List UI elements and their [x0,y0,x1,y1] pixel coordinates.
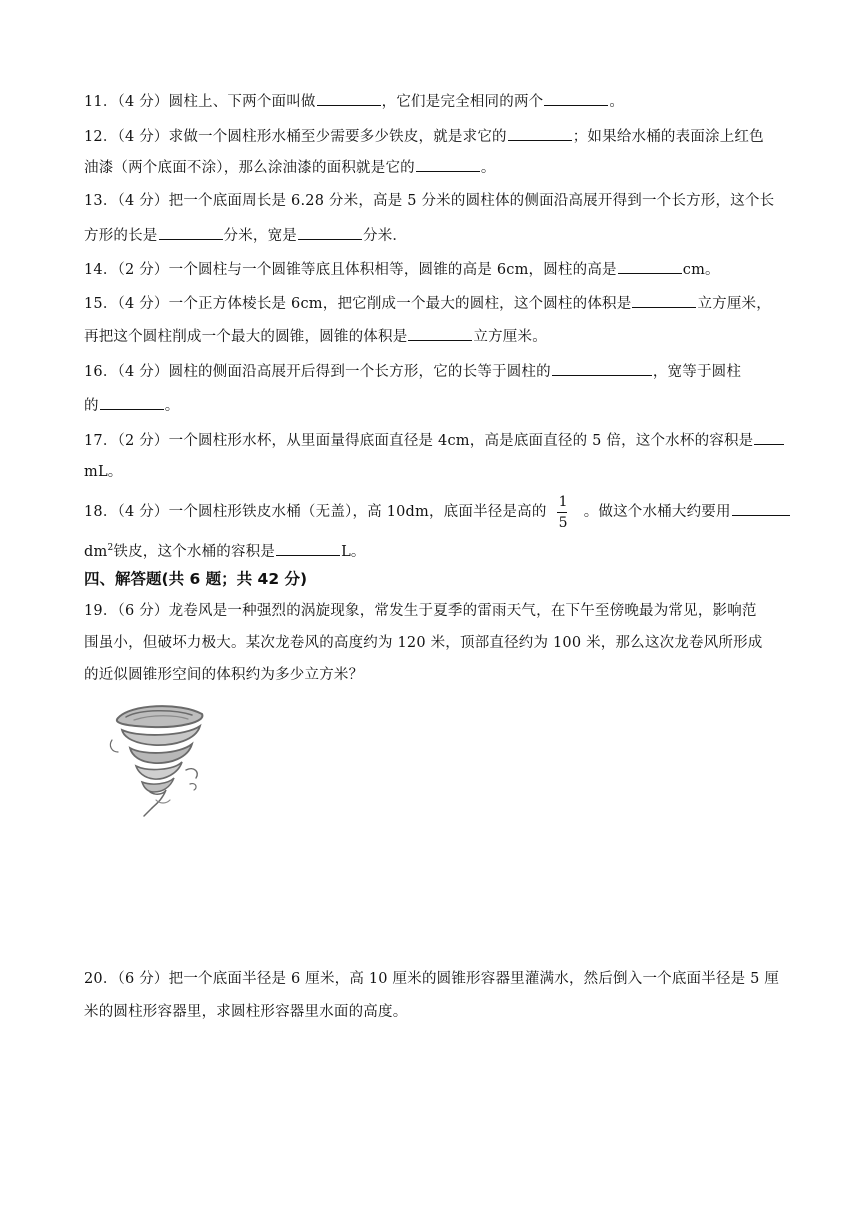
question-18-text-a: 18．（4 分）一个圆柱形铁皮水桶（无盖），高 10dm，底面半径是高的 [84,504,547,520]
question-14 [84,258,720,280]
answer-blank[interactable] [298,224,362,240]
question-18-line-1 [84,492,791,532]
question-12-text-a: 12．（4 分）求做一个圆柱形水桶至少需要多少铁皮，就是求它的 [84,129,507,145]
tornado-illustration [100,700,212,818]
answer-blank[interactable] [416,156,480,172]
question-20-line-2 [84,1002,407,1022]
question-19-line-1 [84,601,757,621]
answer-blank[interactable] [508,125,572,141]
question-12-text-c: 油漆（两个底面不涂），那么涂油漆的面积就是它的 [84,160,415,176]
question-13-text-a: 13．（4 分）把一个底面周长是 6.28 分米，高是 5 分米的圆柱体的侧面沿高展开得到一个长方形，这个长 [84,193,775,209]
question-18-unit-exponent: 2 [107,543,114,554]
question-16-line-1 [84,360,741,382]
question-20-text-2: 米的圆柱形容器里，求圆柱形容器里水面的高度。 [84,1004,408,1020]
question-13-text-b: 方形的长是 [84,228,158,244]
question-12-line-2 [84,156,496,178]
question-19-line-2 [84,633,763,653]
question-11-text-c: 。 [609,94,625,110]
fraction-bar [557,512,567,513]
question-18-text-b: 。做这个水桶大约要用 [583,504,731,520]
question-14-text-a: 14．（2 分）一个圆柱与一个圆锥等底且体积相等，圆锥的高是 6cm，圆柱的高是 [84,262,617,278]
question-15-line-2 [84,325,547,347]
fraction-denominator: 5 [558,514,568,531]
question-16-text-c: 的 [84,398,99,414]
fraction-one-fifth [557,494,570,531]
question-18-line-2 [84,540,366,562]
question-13-text-d: 分米． [363,228,408,244]
answer-blank[interactable] [544,90,608,106]
question-19-line-3 [84,665,363,685]
question-16-text-a: 16．（4 分）圆柱的侧面沿高展开后得到一个长方形，它的长等于圆柱的 [84,364,551,380]
question-15-text-d: 立方厘米。 [473,329,547,345]
question-19-text-3: 的近似圆锥形空间的体积约为多少立方米？ [84,667,364,683]
question-19-text-1: 19．（6 分）龙卷风是一种强烈的涡旋现象，常发生于夏季的雷雨天气，在下午至傍晚最为常见，影响范 [84,603,757,619]
question-12-text-b: ；如果给水桶的表面涂上红色 [572,129,764,145]
question-16-line-2 [84,394,179,416]
question-15-line-1 [84,292,771,314]
answer-blank[interactable] [276,540,340,556]
question-17-line-2 [84,462,122,482]
answer-blank[interactable] [100,394,164,410]
question-18-text-d: 铁皮，这个水桶的容积是 [113,544,276,560]
question-13-text-c: 分米，宽是 [223,228,297,244]
question-15-text-c: 再把这个圆柱削成一个最大的圆锥，圆锥的体积是 [84,329,408,345]
question-18-text-e: L。 [341,544,366,560]
answer-blank[interactable] [408,325,472,341]
question-12-text-d: 。 [480,160,496,176]
question-20-text-1: 20．（6 分）把一个底面半径是 6 厘米，高 10 厘米的圆锥形容器里灌满水，然后倒入一个底面半径是 5 厘 [84,971,780,987]
answer-blank[interactable] [732,500,790,516]
answer-blank[interactable] [632,292,696,308]
question-19-text-2: 围虽小，但破坏力极大。某次龙卷风的高度约为 120 米，顶部直径约为 100 米，那么这次龙卷风所形成 [84,635,763,651]
question-11-text-b: ，它们是完全相同的两个 [381,94,544,110]
question-15-text-b: 立方厘米， [697,296,771,312]
answer-blank[interactable] [552,360,652,376]
question-17-line-1 [84,429,785,451]
question-12-line-1 [84,125,764,147]
question-18-unit: dm [84,544,108,560]
question-13-line-1 [84,191,774,211]
fraction-numerator: 1 [558,493,568,510]
answer-blank[interactable] [618,258,682,274]
question-11-text-a: 11．（4 分）圆柱上、下两个面叫做 [84,94,316,110]
question-14-text-b: cm。 [682,262,720,278]
question-17-text-b: mL。 [84,464,123,480]
question-16-text-d: 。 [164,398,180,414]
answer-blank[interactable] [317,90,381,106]
question-13-line-2 [84,224,407,246]
question-16-text-b: ，宽等于圆柱 [652,364,742,380]
question-20-line-1 [84,969,779,989]
question-17-text-a: 17．（2 分）一个圆柱形水杯，从里面量得底面直径是 4cm，高是底面直径的 5 倍，这个水杯的容积是 [84,433,754,449]
answer-blank[interactable] [754,429,784,445]
answer-blank[interactable] [159,224,223,240]
section-heading: 四、解答题(共 6 题；共 42 分) [84,570,308,588]
question-11 [84,90,624,112]
question-15-text-a: 15．（4 分）一个正方体棱长是 6cm，把它削成一个最大的圆柱，这个圆柱的体积是 [84,296,632,312]
